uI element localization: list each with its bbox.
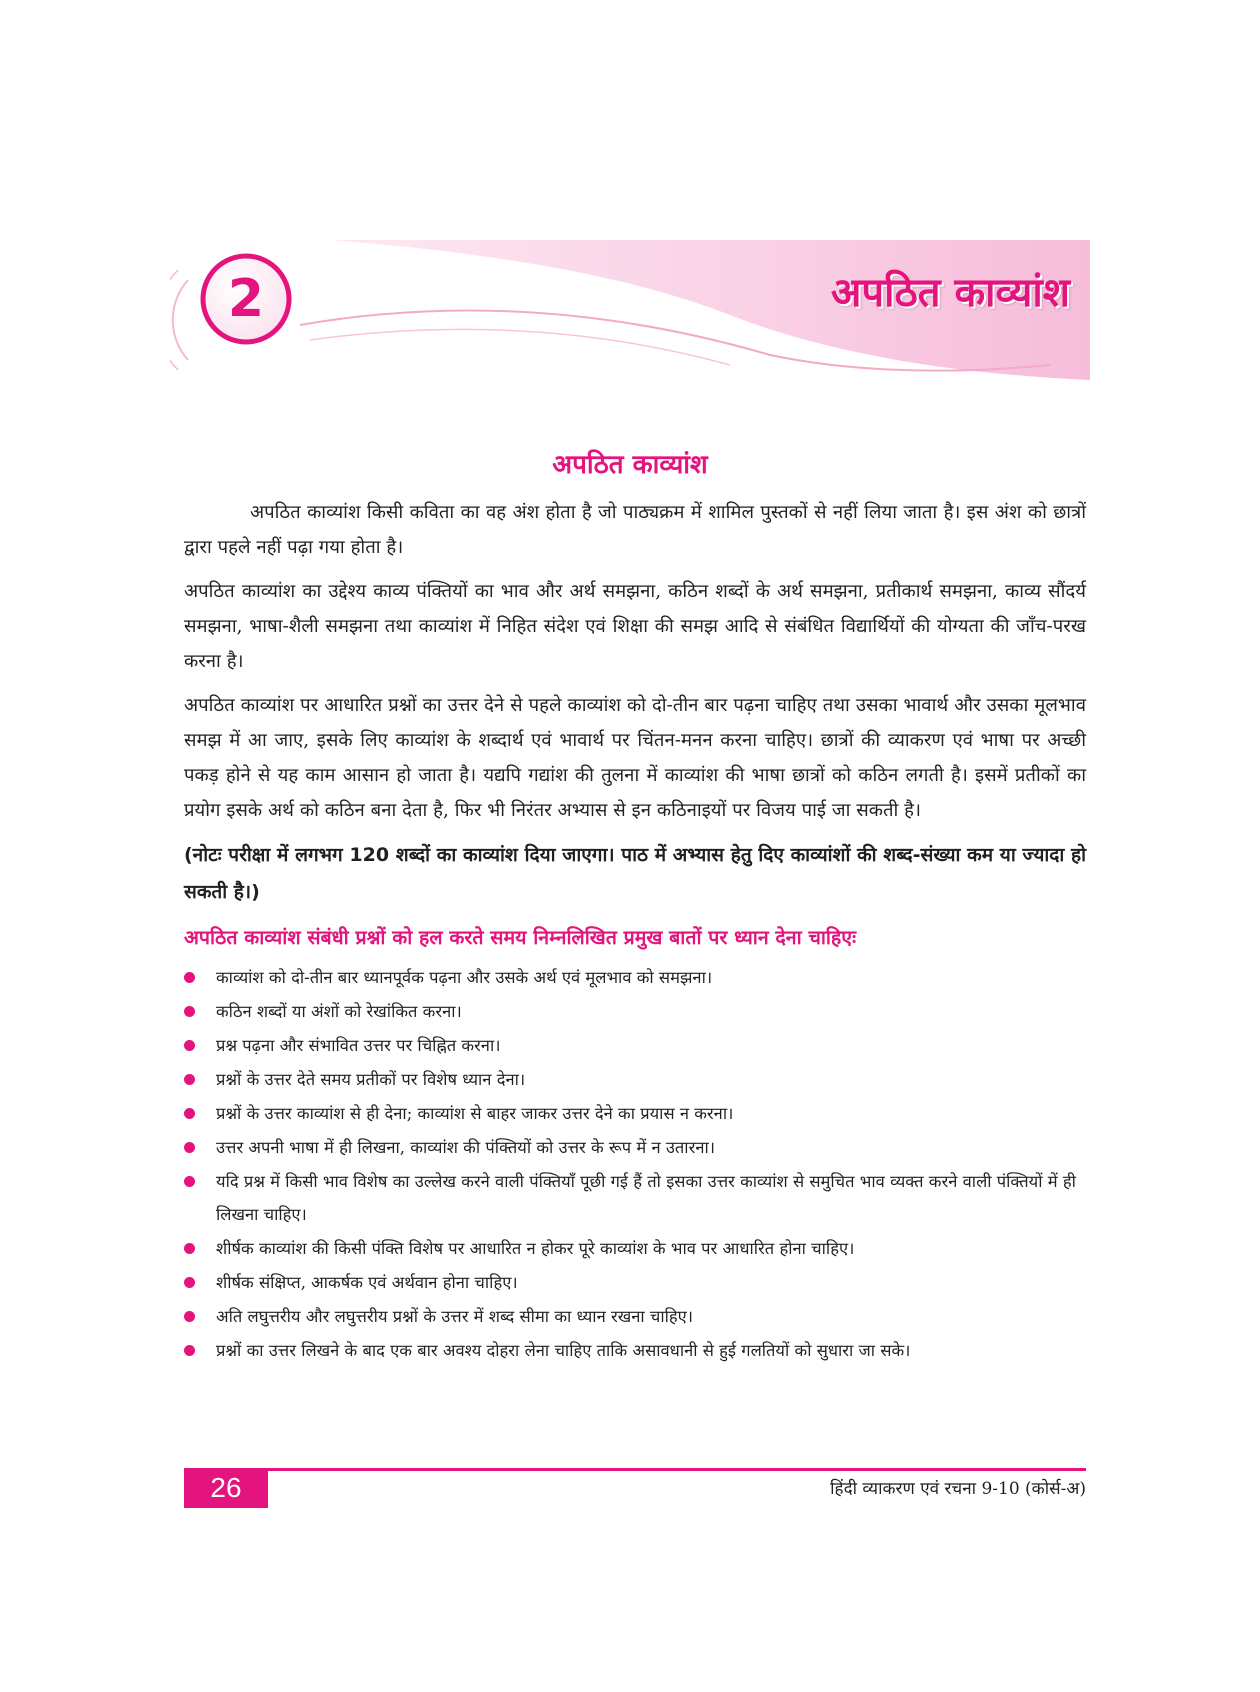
tips-list <box>184 961 1086 1367</box>
exam-note: (नोटः परीक्षा में लगभग 120 शब्दों का काव्यांश दिया जाएगा। पाठ में अभ्यास हेतु दिए काव्यांशों की शब्द-संख्या कम या ज्यादा हो सकती है।) <box>184 844 1086 903</box>
list-item: प्रश्नों का उत्तर लिखने के बाद एक बार अवश्य दोहरा लेना चाहिए ताकि असावधानी से हुई गलतियों को सुधारा जा सके। <box>184 1334 1086 1367</box>
list-item: यदि प्रश्न में किसी भाव विशेष का उल्लेख करने वाली पंक्तियाँ पूछी गई हैं तो इसका उत्तर काव्यांश से समुचित भाव व्यक्त करने वाली पंक्तियों में ही लिखना चाहिए। <box>184 1165 1086 1231</box>
bullet-icon <box>184 972 195 983</box>
bullet-icon <box>184 1345 195 1356</box>
bullet-icon <box>184 1074 195 1085</box>
tips-heading: अपठित काव्यांश संबंधी प्रश्नों को हल करते समय निम्नलिखित प्रमुख बातों पर ध्यान देना चाहिएः <box>184 926 857 949</box>
page-number: 26 <box>184 1468 268 1508</box>
intro-paragraph: अपठित काव्यांश किसी कविता का वह अंश होता है जो पाठ्यक्रम में शामिल पुस्तकों से नहीं लिया जाता है। इस अंश को छात्रों द्वारा पहले नहीं पढ़ा गया होता है। <box>184 502 1086 558</box>
purpose-paragraph: अपठित काव्यांश का उद्देश्य काव्य पंक्तियों का भाव और अर्थ समझना, कठिन शब्दों के अर्थ समझना, प्रतीकार्थ समझना, काव्य सौंदर्य समझना, भाषा-शैली समझना तथा काव्यांश में निहित संदेश एवं शिक्षा की समझ आदि से संबंधित विद्यार्थियों की योग्यता की जाँच-परख करना है। <box>184 581 1086 672</box>
list-item: काव्यांश को दो-तीन बार ध्यानपूर्वक पढ़ना और उसके अर्थ एवं मूलभाव को समझना। <box>184 961 1086 994</box>
list-item: शीर्षक संक्षिप्त, आकर्षक एवं अर्थवान होना चाहिए। <box>184 1266 1086 1299</box>
bullet-icon <box>184 1311 195 1322</box>
list-item: प्रश्नों के उत्तर काव्यांश से ही देना; काव्यांश से बाहर जाकर उत्तर देने का प्रयास न करना। <box>184 1097 1086 1130</box>
list-item: प्रश्नों के उत्तर देते समय प्रतीकों पर विशेष ध्यान देना। <box>184 1063 1086 1096</box>
list-item: कठिन शब्दों या अंशों को रेखांकित करना। <box>184 995 1086 1028</box>
footer-rule <box>184 1468 1086 1471</box>
bullet-icon <box>184 1277 195 1288</box>
bullet-icon <box>184 1142 195 1153</box>
bullet-icon <box>184 1040 195 1051</box>
list-item: अति लघुत्तरीय और लघुत्तरीय प्रश्नों के उत्तर में शब्द सीमा का ध्यान रखना चाहिए। <box>184 1300 1086 1333</box>
list-item: प्रश्न पढ़ना और संभावित उत्तर पर चिह्नित करना। <box>184 1029 1086 1062</box>
bullet-icon <box>184 1006 195 1017</box>
bullet-icon <box>184 1108 195 1119</box>
chapter-title: अपठित काव्यांश <box>830 270 1070 316</box>
method-paragraph: अपठित काव्यांश पर आधारित प्रश्नों का उत्तर देने से पहले काव्यांश को दो-तीन बार पढ़ना चाहिए तथा उसका भावार्थ और उसका मूलभाव समझ में आ जाए, इसके लिए काव्यांश के शब्दार्थ एवं भावार्थ पर चिंतन-मनन करना चाहिए। छात्रों की व्याकरण एवं भाषा पर अच्छी पकड़ होने से यह काम आसान हो जाता है। यद्यपि गद्यांश की तुलना में काव्यांश की भाषा छात्रों को कठिन लगती है। इसमें प्रतीकों का प्रयोग इसके अर्थ को कठिन बना देता है, फिर भी निरंतर अभ्यास से इन कठिनाइयों पर विजय पाई जा सकती है। <box>184 695 1086 821</box>
bullet-icon <box>184 1176 195 1187</box>
list-item: शीर्षक काव्यांश की किसी पंक्ति विशेष पर आधारित न होकर पूरे काव्यांश के भाव पर आधारित होना चाहिए। <box>184 1232 1086 1265</box>
section-heading: अपठित काव्यांश <box>552 450 708 480</box>
chapter-number: 2 <box>227 269 265 329</box>
list-item: उत्तर अपनी भाषा में ही लिखना, काव्यांश की पंक्तियों को उत्तर के रूप में न उतारना। <box>184 1131 1086 1164</box>
bullet-icon <box>184 1243 195 1254</box>
main-content <box>184 495 1086 1368</box>
footer-book-title: हिंदी व्याकरण एवं रचना 9-10 (कोर्स-अ) <box>830 1479 1086 1499</box>
